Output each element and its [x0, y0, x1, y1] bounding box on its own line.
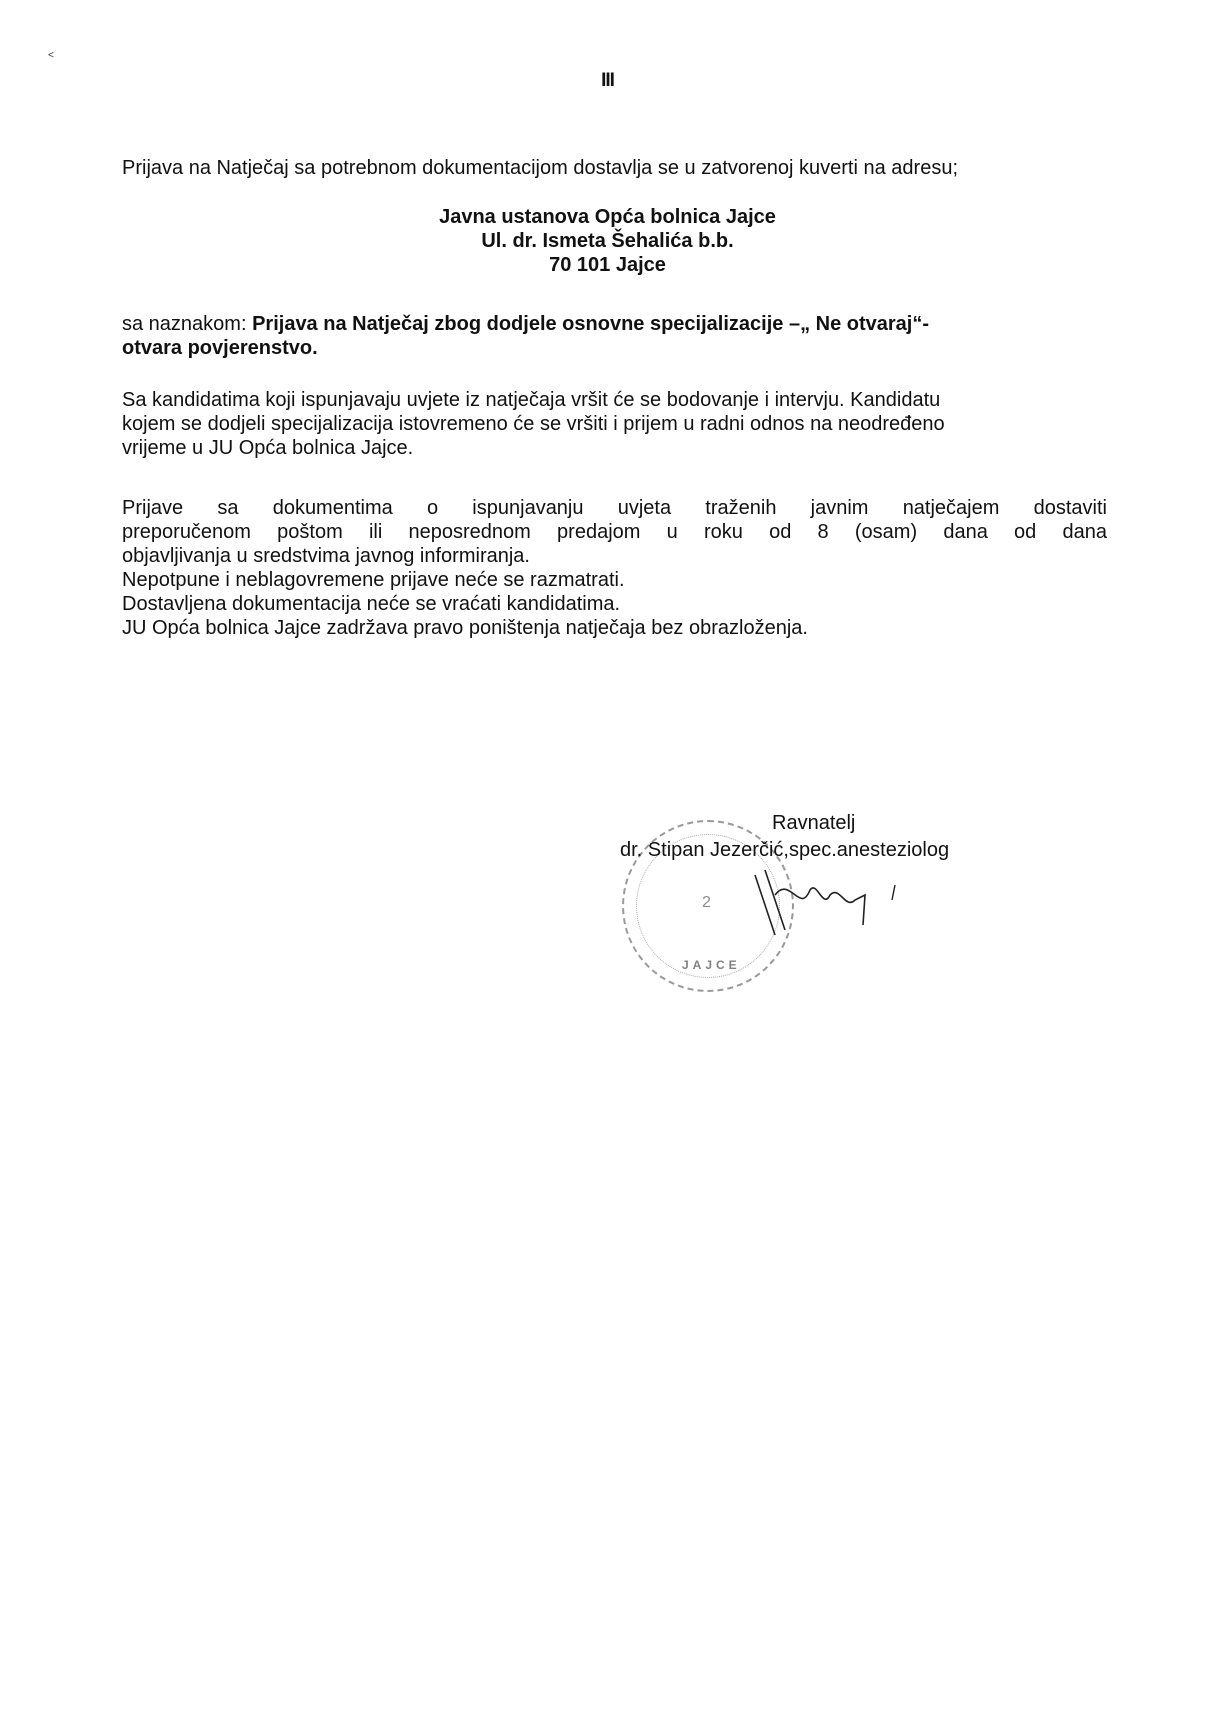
paragraph-line: vrijeme u JU Opća bolnica Jajce. [122, 437, 414, 459]
intro-text: Prijava na Natječaj sa potrebnom dokumentacijom dostavlja se u zatvorenoj kuverti na adresu; [122, 157, 958, 179]
paragraph-line: kojem se dodjeli specijalizacija istovremeno će se vršiti i prijem u radni odnos na neodređeno [122, 413, 945, 435]
paragraph-line: Dostavljena dokumentacija neće se vraćati kandidatima. [122, 593, 621, 615]
section-number: III [601, 70, 614, 91]
signatory-name: dr. Stipan Jezerčić,spec.anesteziolog [620, 839, 950, 861]
submission-paragraph [122, 496, 1107, 640]
paragraph-line: Sa kandidatima koji ispunjavaju uvjete iz natječaja vršit će se bodovanje i intervju. Kandidatu [122, 389, 941, 411]
paragraph-line: objavljivanja u sredstvima javnog informiranja. [122, 545, 530, 567]
paragraph-line: preporučenom poštom ili neposrednom predajom u roku od 8 (osam) dana od dana [122, 521, 1107, 543]
address-line-institution: Javna ustanova Opća bolnica Jajce [439, 206, 776, 228]
paragraph-line: Nepotpune i neblagovremene prijave neće se razmatrati. [122, 569, 625, 591]
signatory-title: Ravnatelj [772, 812, 856, 834]
stamp-text: JAJCE [682, 958, 741, 972]
notice-paragraph [122, 312, 1107, 360]
address-line-street: Ul. dr. Ismeta Šehalića b.b. [481, 230, 734, 252]
candidates-paragraph [122, 388, 1107, 460]
address-line-city: 70 101 Jajce [549, 254, 666, 276]
notice-prefix: sa naznakom: [122, 313, 253, 335]
notice-bold-line2: otvara povjerenstvo. [122, 337, 318, 359]
handwritten-signature [745, 855, 925, 945]
paragraph-line: Prijave sa dokumentima o ispunjavanju uvjeta traženih javnim natječajem dostaviti [122, 497, 1107, 519]
address-block [0, 205, 1215, 277]
scan-mark: < [48, 50, 54, 61]
stamp-number: 2 [702, 894, 711, 911]
notice-bold-line1: Prijava na Natječaj zbog dodjele osnovne specijalizacije –„ Ne otvaraj“- [252, 313, 929, 335]
paragraph-line: JU Opća bolnica Jajce zadržava pravo poništenja natječaja bez obrazloženja. [122, 617, 808, 639]
